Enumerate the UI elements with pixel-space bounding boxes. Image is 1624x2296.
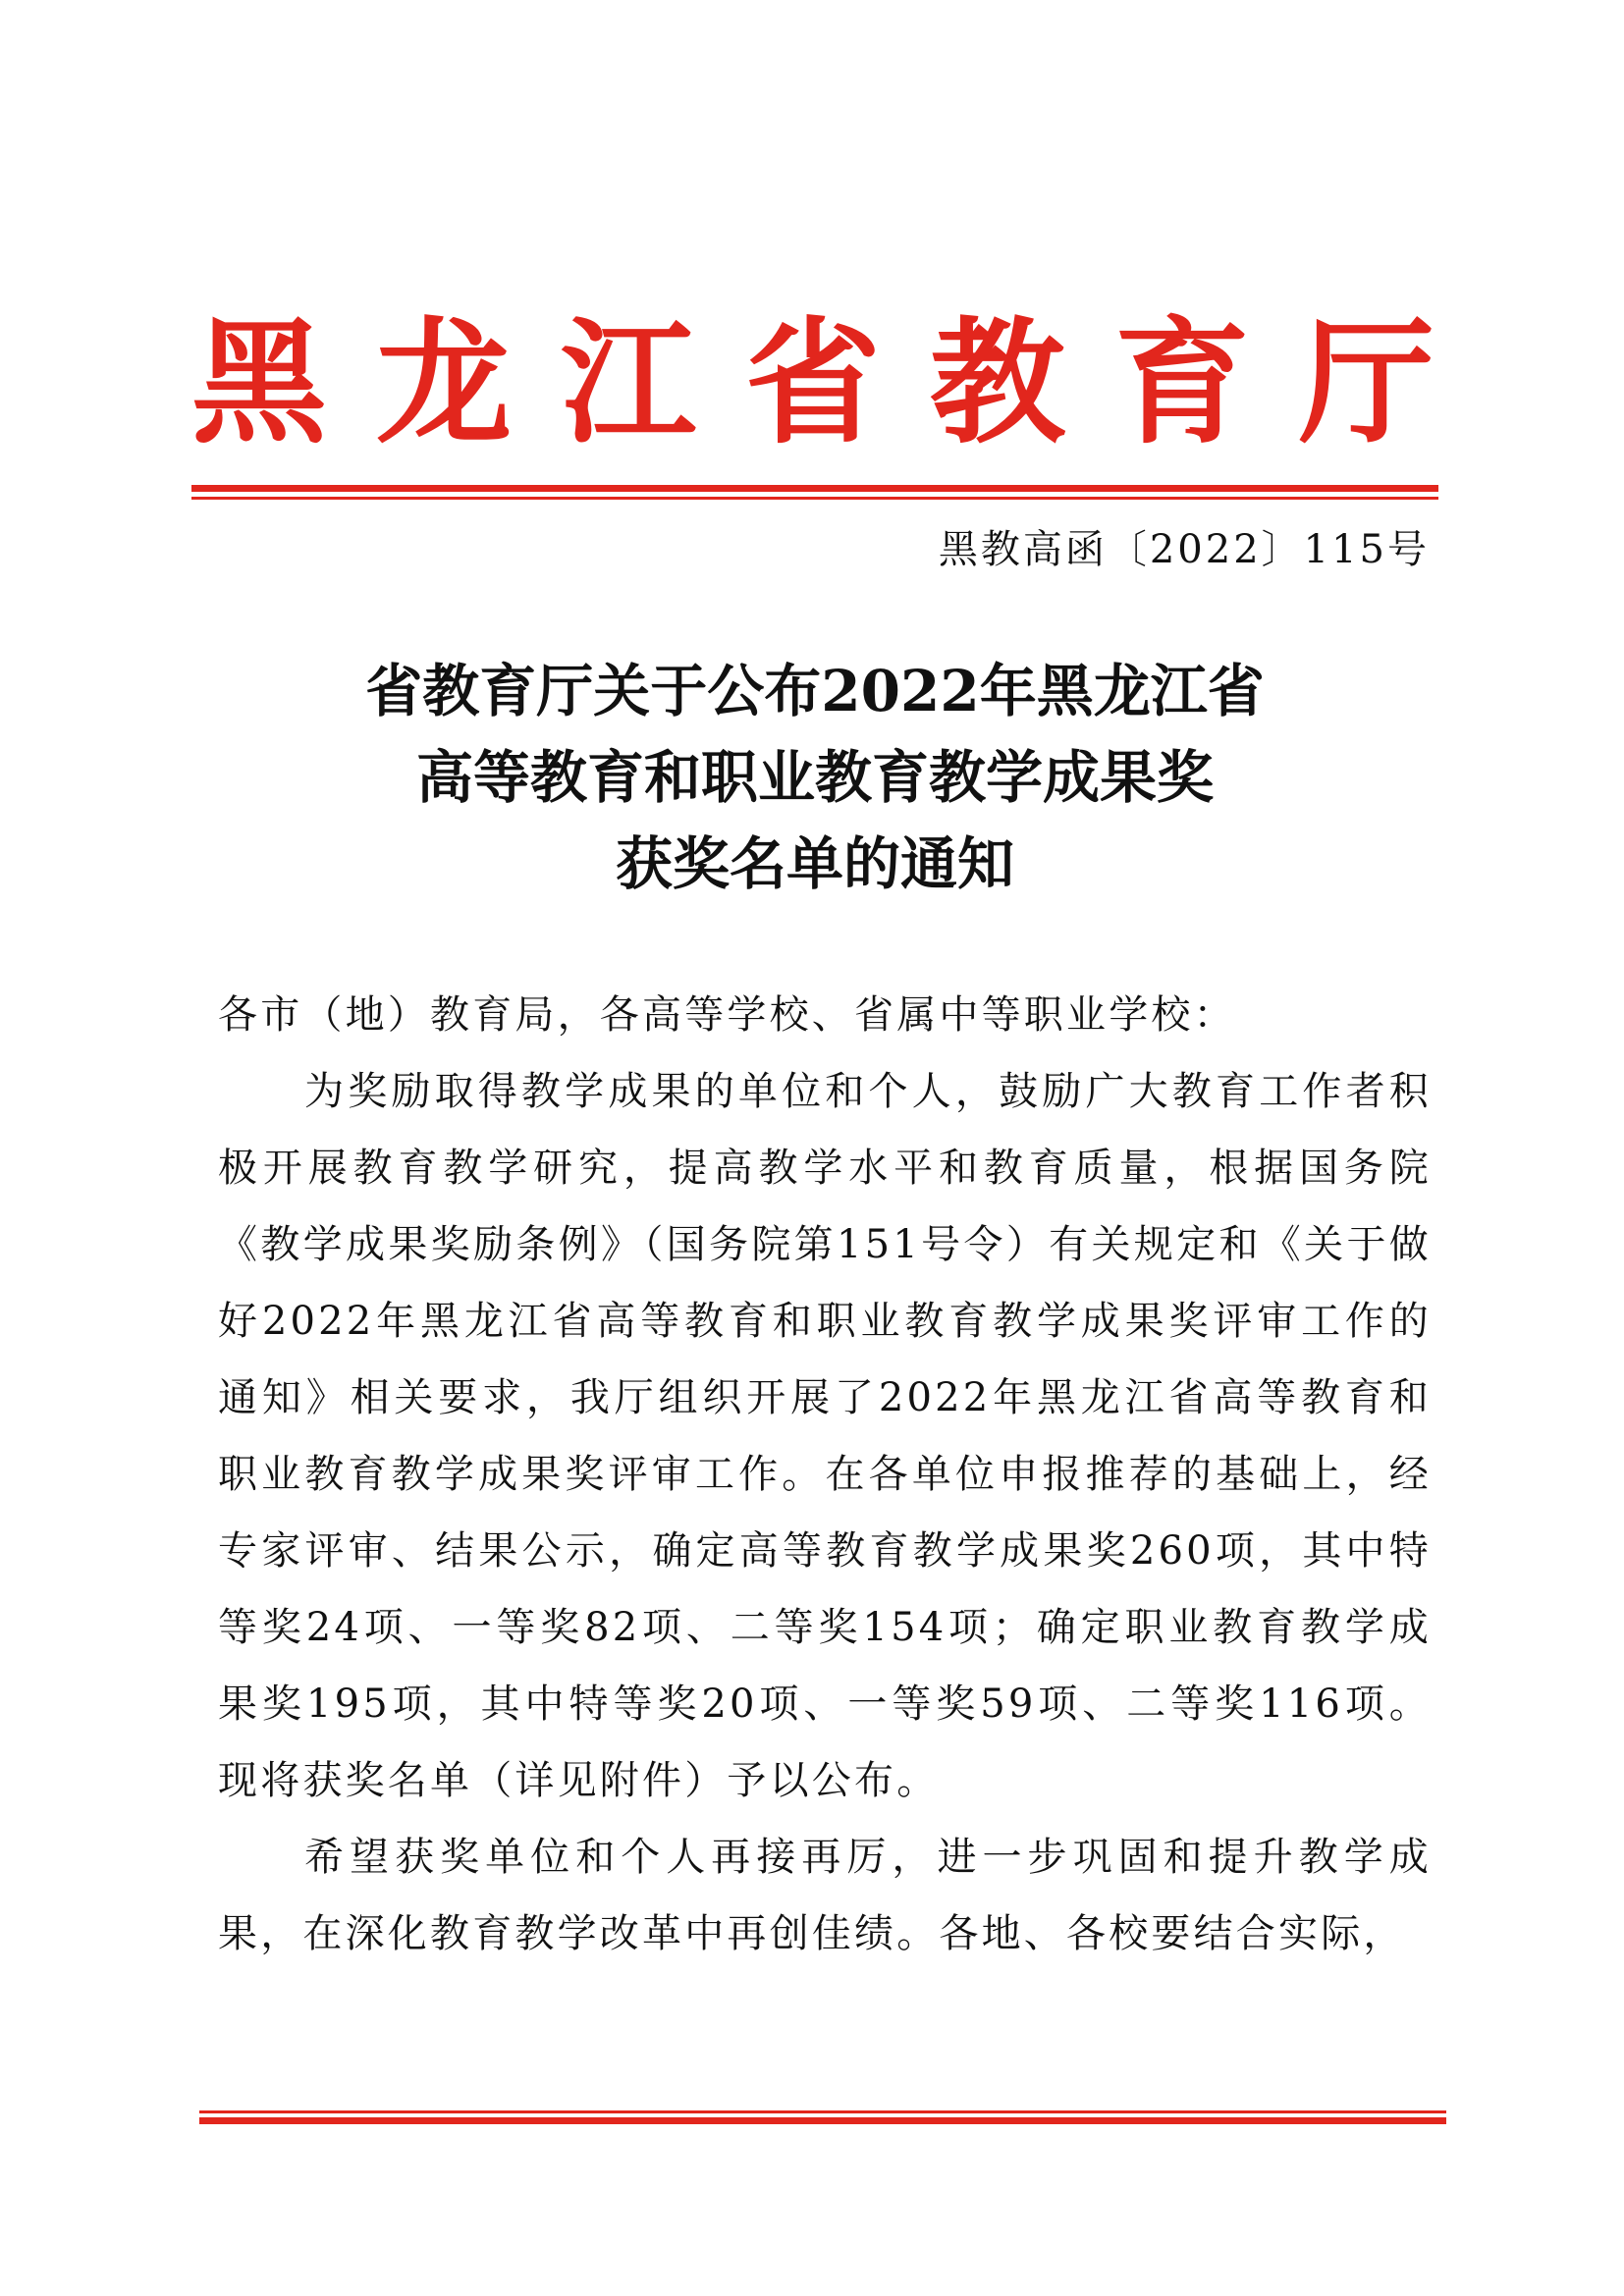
- body-paragraph: 为奖励取得教学成果的单位和个人，鼓励广大教育工作者积极开展教育教学研究，提高教学水平和教育质量，根据国务院《教学成果奖励条例》（国务院第151号令）有关规定和《关于做好2022年黑龙江省高等教育和职业教育教学成果奖评审工作的通知》相关要求，我厅组织开展了2022年黑龙江省高等教育和职业教育教学成果奖评审工作。在各单位申报推荐的基础上，经专家评审、结果公示，确定高等教育教学成果奖260项，其中特等奖24项、一等奖82项、二等奖154项；确定职业教育教学成果奖195项，其中特等奖20项、一等奖59项、二等奖116项。现将获奖名单（详见附件）予以公布。: [218, 1069, 1432, 1803]
- document-number: 黑教高函〔2022〕115号: [938, 527, 1430, 572]
- title-line: 省教育厅关于公布2022年黑龙江省: [365, 658, 1265, 724]
- title-line: 获奖名单的通知: [615, 830, 1014, 897]
- body-paragraph: 希望获奖单位和个人再接再厉，进一步巩固和提升教学成果，在深化教育教学改革中再创佳绩。各地、各校要结合实际，: [218, 1835, 1432, 1956]
- footer-rule-thin: [199, 2110, 1446, 2113]
- document-title: [226, 648, 1404, 907]
- document-body: [218, 977, 1432, 1972]
- footer-rule-thick: [199, 2117, 1446, 2124]
- header-rule-thin: [191, 497, 1438, 500]
- masthead-title: 黑龙江省教育厅: [191, 302, 1485, 462]
- header-rule-thick: [191, 485, 1438, 492]
- salutation: 各市（地）教育局，各高等学校、省属中等职业学校：: [218, 992, 1236, 1038]
- title-line: 高等教育和职业教育教学成果奖: [415, 744, 1214, 811]
